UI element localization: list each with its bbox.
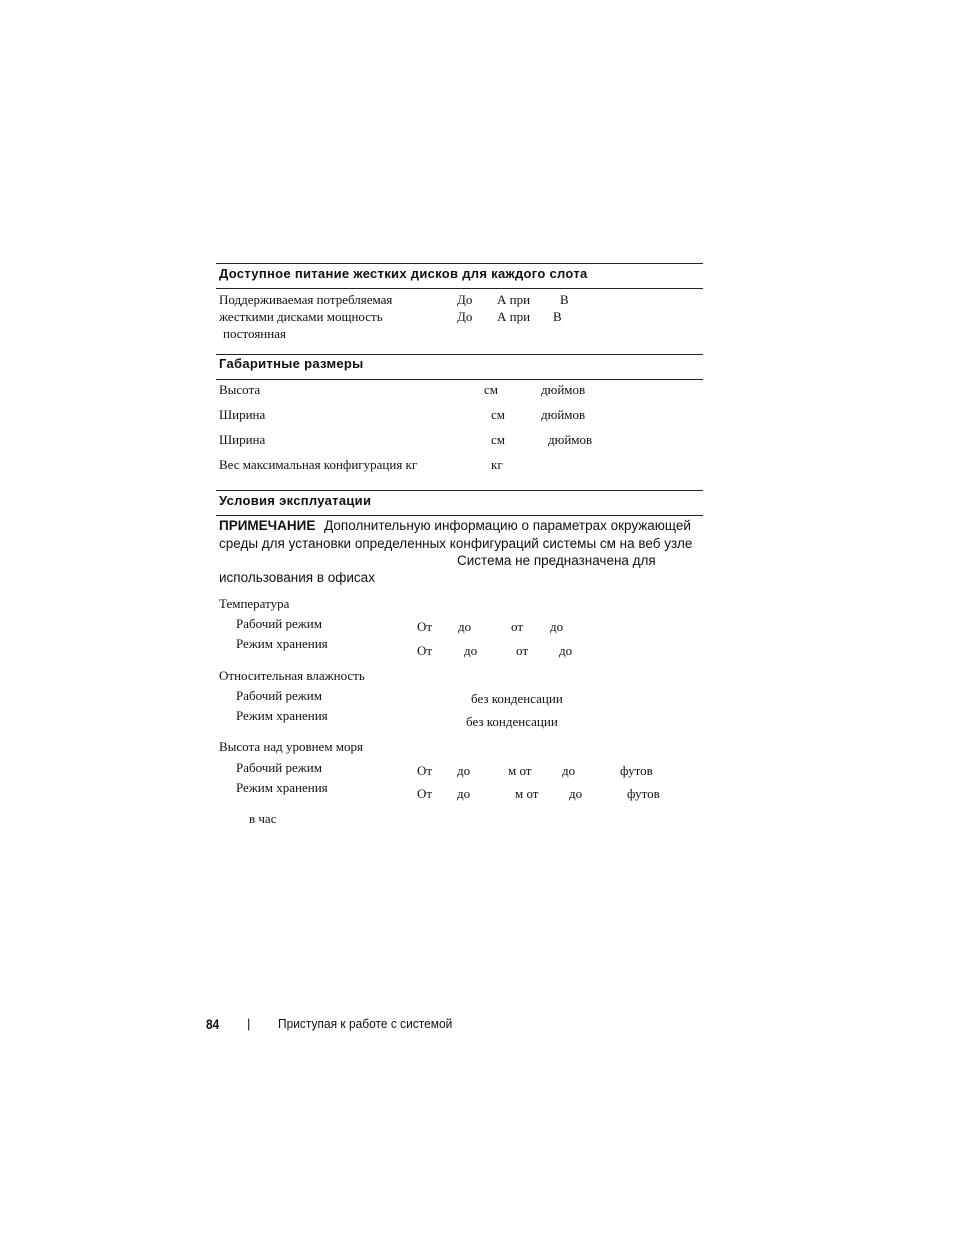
temp-storage-from: От <box>417 643 433 658</box>
temperature-label: Температура <box>219 596 290 611</box>
power-row2-do: До <box>457 309 473 324</box>
alt-storage-m-from: м от <box>515 786 539 801</box>
power-row1-a: А при <box>497 292 531 307</box>
power-label-line2: жесткими дисками мощность <box>219 309 383 324</box>
top-rule-dimensions <box>216 354 703 355</box>
alt-operating-to: до <box>457 763 471 778</box>
power-heading: Доступное питание жестких дисков для каждого слота <box>219 266 588 281</box>
humidity-operating-value: без конденсации <box>471 691 563 706</box>
altitude-label: Высота над уровнем моря <box>219 739 364 754</box>
environment-heading: Условия эксплуатации <box>219 493 372 508</box>
page-number: 84 <box>206 1016 220 1032</box>
dim-height-cm: см <box>484 382 498 397</box>
humidity-operating-label: Рабочий режим <box>236 688 322 703</box>
footer-title: Приступая к работе с системой <box>278 1016 453 1031</box>
dim-width2-inch: дюймов <box>548 432 593 447</box>
temp-operating-from2: от <box>511 619 524 634</box>
note-label: ПРИМЕЧАНИЕ <box>219 518 316 533</box>
alt-operating-m-from: м от <box>508 763 532 778</box>
top-rule-power <box>216 263 703 264</box>
temp-storage-from2: от <box>516 643 529 658</box>
dim-width2-cm: см <box>491 432 505 447</box>
rule-under-environment-heading <box>216 515 703 516</box>
power-row1-do: До <box>457 292 473 307</box>
humidity-storage-label: Режим хранения <box>236 708 328 723</box>
temp-operating-to2: до <box>550 619 564 634</box>
dim-weight-label: Вес максимальная конфигурация кг <box>219 457 418 472</box>
alt-storage-from: От <box>417 786 433 801</box>
note-line4: использования в офисах <box>219 570 375 585</box>
humidity-label: Относительная влажность <box>219 668 365 683</box>
alt-storage-label: Режим хранения <box>236 780 328 795</box>
alt-operating-label: Рабочий режим <box>236 760 322 775</box>
note-line3: Система не предназначена для <box>457 553 656 568</box>
top-rule-environment <box>216 490 703 491</box>
dim-height-label: Высота <box>219 382 261 397</box>
alt-operating-to2: до <box>562 763 576 778</box>
temp-storage-label: Режим хранения <box>236 636 328 651</box>
dim-weight-kg: кг <box>491 457 503 472</box>
alt-storage-ft: футов <box>627 786 660 801</box>
power-row2-a: А при <box>497 309 531 324</box>
alt-storage-to2: до <box>569 786 583 801</box>
temp-operating-to: до <box>458 619 472 634</box>
humidity-storage-value: без конденсации <box>466 714 558 729</box>
temp-operating-label: Рабочий режим <box>236 616 322 631</box>
dim-width1-cm: см <box>491 407 505 422</box>
temp-operating-from: От <box>417 619 433 634</box>
alt-operating-from: От <box>417 763 433 778</box>
per-hour-text: в час <box>249 811 277 826</box>
temp-storage-to2: до <box>559 643 573 658</box>
note-line2: среды для установки определенных конфигураций системы см на веб узле <box>219 536 693 551</box>
dim-width1-label: Ширина <box>219 407 266 422</box>
power-row2-v: В <box>553 309 562 324</box>
power-label-line3: постоянная <box>223 326 286 341</box>
alt-storage-to: до <box>457 786 471 801</box>
dimensions-heading: Габаритные размеры <box>219 356 364 371</box>
temp-storage-to: до <box>464 643 478 658</box>
note-text-line1: Дополнительную информацию о параметрах окружающей <box>324 518 691 533</box>
rule-under-power-heading <box>216 288 703 289</box>
power-label-line1: Поддерживаемая потребляемая <box>219 292 393 307</box>
rule-under-dimensions-heading <box>216 379 703 380</box>
note-line1 <box>219 518 691 533</box>
dim-width1-inch: дюймов <box>541 407 586 422</box>
footer-separator: | <box>247 1016 251 1031</box>
alt-operating-ft: футов <box>620 763 653 778</box>
power-row1-v: В <box>560 292 569 307</box>
dim-height-inch: дюймов <box>541 382 586 397</box>
dim-width2-label: Ширина <box>219 432 266 447</box>
